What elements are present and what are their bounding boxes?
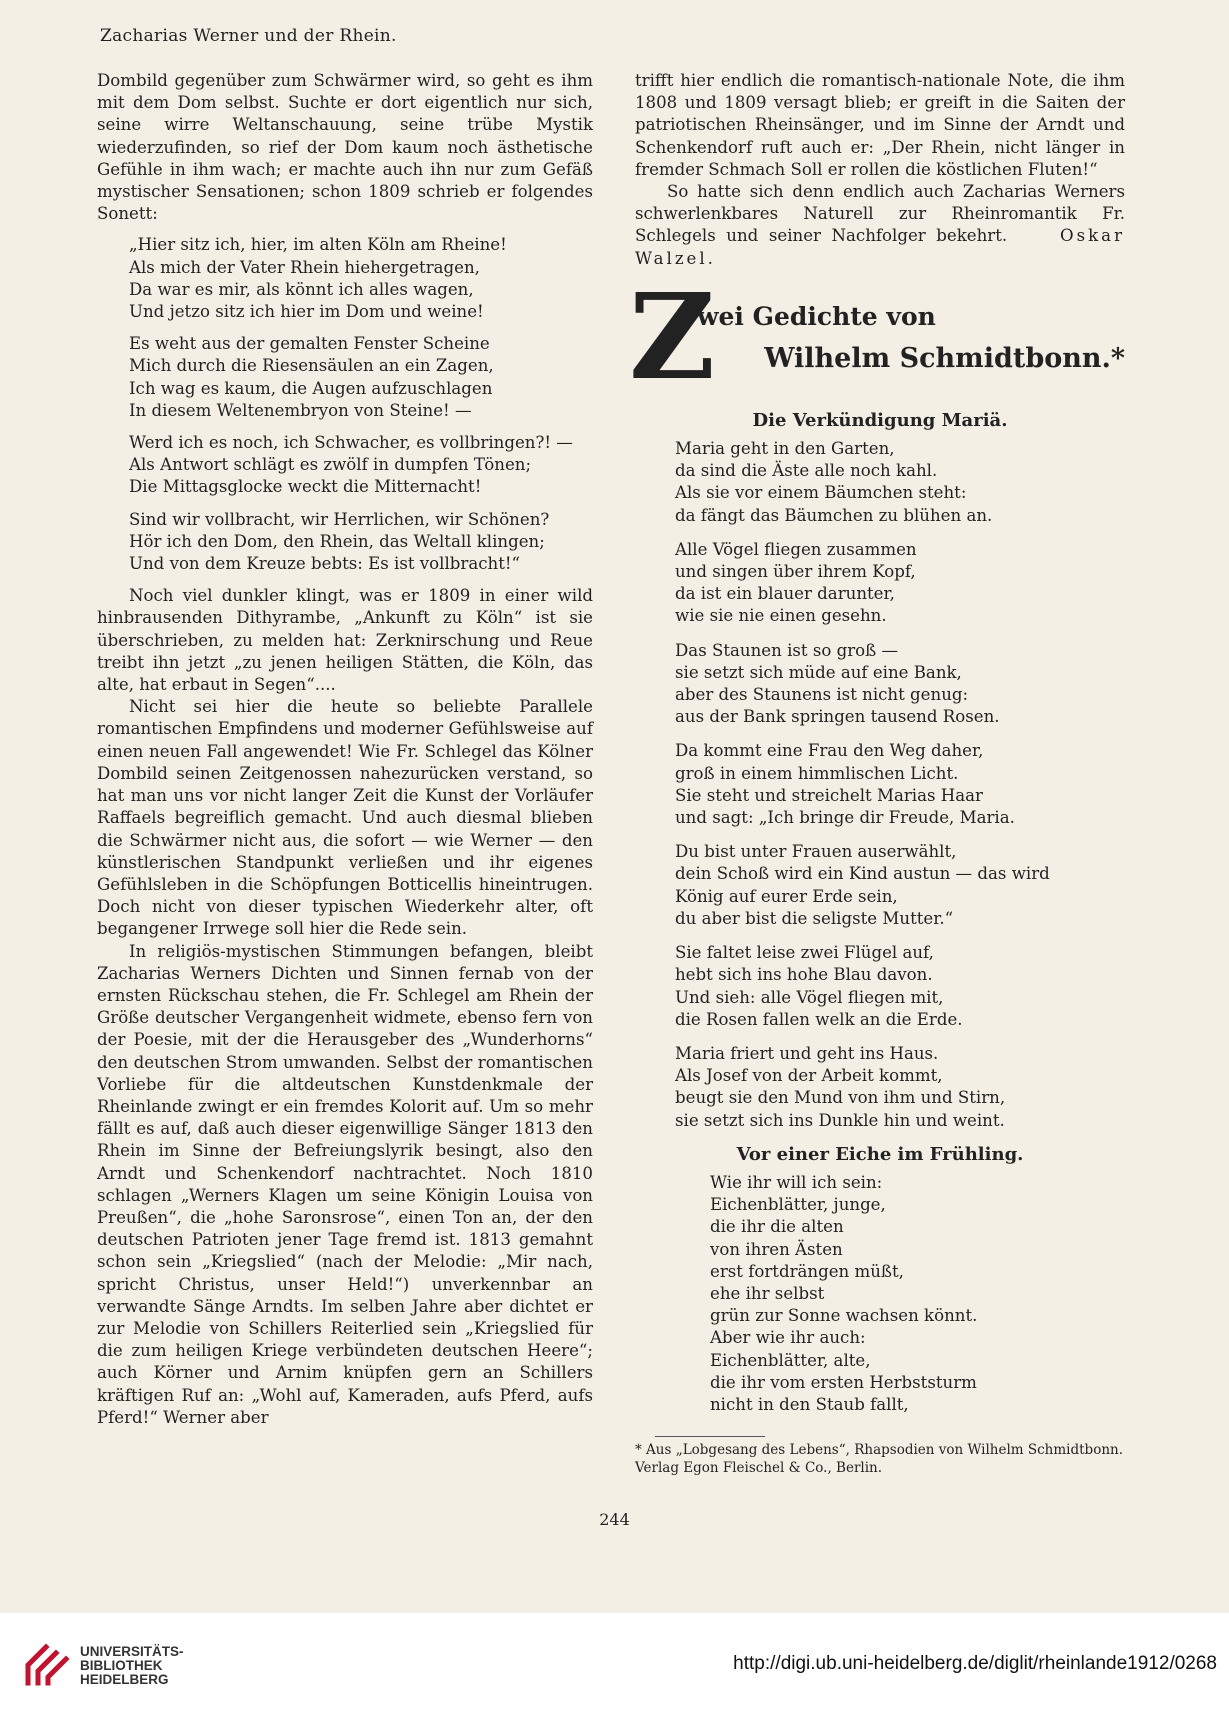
paragraph: In religiös-mystischen Stimmungen befangen, bleibt Zacharias Werners Dichten und Sinnen fernab von der ernsten Rückschau stehen, die Fr. Schlegel am Rhein der Größe deutscher Vergangenheit widmete, ebenso fern von der Poesie, mit der die Herausgeber des „Wunderhorns“ den deutschen Strom umwanden. Selbst der romantischen Vorliebe für die altdeutschen Kunstdenkmale der Rheinlande zwingt er ein fremdes Kolorit auf. Um so mehr fällt es auf, daß auch dieser eigenwillige Sänger 1813 den Rhein im Sinne der Befreiungslyrik besingt, also den Arndt und Schenkendorf nachtrachtet. Noch 1810 schlagen „Werners Klagen um seine Königin Louisa von Preußen“, die „hohe Saronsrose“, einen Ton an, der den deutschen Patrioten jener Tage fremd ist. 1813 gemahnt schon sein „Kriegslied“ (nach der Melodie: „Mir nach, spricht Christus, unser Held!“) unverkennbar an verwandte Sänge Arndts. Im selben Jahre aber dichtet er zur Melodie von Schillers Reiterlied sein „Kriegslied für die zum heiligen Kriege verbündeten deutschen Heere“; auch Körner und Arnim knüpfen gern an Schillers kräftigen Ruf an: „Wohl auf, Kameraden, aufs Pferd, aufs Pferd!“ Werner aber (97, 941, 593, 1427)
verse-line: Als Antwort schlägt es zwölf in dumpfen Tönen; (129, 455, 532, 475)
library-footer (0, 1613, 1229, 1713)
verse-line: Sind wir vollbracht, wir Herrlichen, wir Schönen? (129, 509, 550, 529)
stanza (675, 942, 1125, 1031)
source-url[interactable]: http://digi.ub.uni-heidelberg.de/diglit/rheinlande1912/0268 (733, 1653, 1217, 1674)
verse-line: Da kommt eine Frau den Weg daher, (675, 741, 984, 761)
stanza (675, 539, 1125, 628)
verse-line: Als sie vor einem Bäumchen steht: (675, 483, 967, 503)
stanza (129, 333, 593, 422)
verse-line: und sagt: „Ich bringe dir Freude, Maria. (675, 808, 1015, 828)
footnote (635, 1436, 1125, 1477)
stanza (675, 841, 1125, 930)
verse-line: Die Mittagsglocke weckt die Mitternacht! (129, 477, 482, 497)
library-name-line: BIBLIOTHEK (80, 1658, 163, 1673)
verse-line: da fängt das Bäumchen zu blühen an. (675, 505, 993, 525)
verse-line: Hör ich den Dom, den Rhein, das Weltall klingen; (129, 531, 545, 551)
verse-line: Maria geht in den Garten, (675, 439, 895, 459)
verse-line: du aber bist die seligste Mutter.“ (675, 908, 954, 928)
verse-line: Wie ihr will ich sein: (710, 1172, 883, 1192)
poem (710, 1172, 1125, 1416)
verse-line: dein Schoß wird ein Kind austun — das wird (675, 864, 1050, 884)
library-name-line: UNIVERSITÄTS- (80, 1644, 184, 1659)
verse-line: die ihr vom ersten Herbststurm (710, 1372, 977, 1392)
verse-line: Es weht aus der gemalten Fenster Scheine (129, 334, 490, 354)
verse-line: Da war es mir, als könnt ich alles wagen, (129, 279, 474, 299)
title-line-2: Wilhelm Schmidtbonn.* (764, 342, 1125, 374)
stanza (675, 1043, 1125, 1132)
verse-line: und singen über ihrem Kopf, (675, 562, 916, 582)
footnote-text: * Aus „Lobgesang des Lebens“, Rhapsodien von Wilhelm Schmidtbonn. Verlag Egon Fleischel & Co., Berlin. (635, 1442, 1123, 1476)
article-title (629, 266, 1125, 406)
verse-line: die ihr die alten (710, 1217, 844, 1237)
page-number: 244 (599, 1510, 630, 1529)
verse-line: sie setzt sich ins Dunkle hin und weint. (675, 1110, 1005, 1130)
verse-line: Als mich der Vater Rhein hiehergetragen, (129, 257, 480, 277)
verse-line: nicht in den Staub fallt, (710, 1394, 909, 1414)
right-column (629, 70, 1126, 1416)
library-logo-icon (22, 1637, 72, 1691)
footnote-rule (655, 1436, 765, 1437)
verse-line: aber des Staunens ist nicht genug: (675, 685, 969, 705)
stanza (675, 438, 1125, 527)
verse-line: Ich wag es kaum, die Augen aufzuschlagen (129, 378, 493, 398)
verse-line: Aber wie ihr auch: (710, 1328, 866, 1348)
poem-title: Vor einer Eiche im Frühling. (736, 1143, 1024, 1165)
verse-line: sie setzt sich müde auf eine Bank, (675, 662, 962, 682)
verse-line: grün zur Sonne wachsen könnt. (710, 1306, 978, 1326)
verse-line: Sie steht und streichelt Marias Haar (675, 785, 983, 805)
verse-line: hebt sich ins hohe Blau davon. (675, 965, 933, 985)
verse-line: beugt sie den Mund von ihm und Stirn, (675, 1088, 1006, 1108)
verse-line: Du bist unter Frauen auserwählt, (675, 842, 957, 862)
sonnet (129, 234, 593, 575)
left-column (97, 70, 593, 1429)
running-head: Zacharias Werner und der Rhein. (100, 26, 397, 46)
verse-line: von ihren Ästen (710, 1239, 843, 1259)
verse-line: „Hier sitz ich, hier, im alten Köln am Rheine! (129, 235, 507, 255)
verse-line: Eichenblätter, junge, (710, 1195, 886, 1215)
verse-line: Werd ich es noch, ich Schwacher, es vollbringen?! — (129, 433, 573, 453)
verse-line: wie sie nie einen gesehn. (675, 606, 887, 626)
poem-title: Die Verkündigung Mariä. (752, 409, 1008, 431)
verse-line: Und jetzo sitz ich hier im Dom und weine! (129, 302, 484, 322)
verse-line: die Rosen fallen welk an die Erde. (675, 1009, 963, 1029)
verse-line: Sie faltet leise zwei Flügel auf, (675, 943, 934, 963)
stanza (129, 234, 593, 323)
paragraph-text: So hatte sich denn endlich auch Zacharias Werners schwerlenkbares Naturell zur Rheinromantik Fr. Schlegels und seiner Nachfolger bekehrt. (635, 182, 1125, 246)
verse-line: da sind die Äste alle noch kahl. (675, 461, 938, 481)
verse-line: Maria friert und geht ins Haus. (675, 1043, 939, 1063)
verse-line: Mich durch die Riesensäulen an ein Zagen, (129, 356, 494, 376)
poem (675, 438, 1125, 1132)
verse-line: Alle Vögel fliegen zusammen (675, 539, 917, 559)
verse-line: König auf eurer Erde sein, (675, 886, 898, 906)
verse-line: erst fortdrängen müßt, (710, 1261, 904, 1281)
library-name (80, 1645, 184, 1687)
drop-initial: Z (629, 266, 716, 406)
title-line-1: wei Gedichte von (697, 301, 936, 331)
verse-line: Eichenblätter, alte, (710, 1350, 871, 1370)
stanza (129, 432, 593, 499)
author-signature: Oskar Walzel. (635, 226, 1126, 268)
verse-line: groß in einem himmlischen Licht. (675, 763, 959, 783)
paragraph: Dombild gegenüber zum Schwärmer wird, so geht es ihm mit dem Dom selbst. Suchte er dort eigentlich nur sich, seine wirre Weltanschauung, seine trübe Mystik wiederzufinden, so rief der Dom kaum noch ästhetische Gefühle in ihm wach; er machte auch ihn nur zum Gefäß mystischer Sensationen; schon 1809 schrieb er folgendes Sonett: (97, 71, 593, 224)
verse-line: ehe ihr selbst (710, 1283, 825, 1303)
library-name-line: HEIDELBERG (80, 1672, 169, 1687)
stanza (675, 740, 1125, 829)
verse-line: Das Staunen ist so groß — (675, 640, 899, 660)
verse-line: Und sieh: alle Vögel fliegen mit, (675, 987, 944, 1007)
paragraph: trifft hier endlich die romantisch-nationale Note, die ihm 1808 und 1809 versagt blieb; er greift in die Saiten der patriotischen Rheinsänger, und im Sinne der Arndt und Schenkendorf ruft auch er: „Der Rhein, nicht länger in fremder Schmach Soll er rollen die köstlichen Fluten!“ (635, 71, 1125, 179)
verse-line: Als Josef von der Arbeit kommt, (675, 1066, 943, 1086)
paragraph: Noch viel dunkler klingt, was er 1809 in einer wild hinbrausenden Dithyrambe, „Ankunft zu Köln“ ist sie überschrieben, zu melden hat: Zerknirschung und Reue treibt ihn jetzt „zu jenen heiligen Stätten, die Köln, das alte, hat erbaut in Segen“.... (97, 586, 593, 695)
stanza (675, 640, 1125, 729)
paragraph: Nicht sei hier die heute so beliebte Parallele romantischen Empfindens und moderner Gefühlsweise auf einen neuen Fall angewendet! Wie Fr. Schlegel das Kölner Dombild seinen Zeitgenossen nahezurücken verstand, so hat man uns vor nicht langer Zeit die Kunst der Vorläufer Raffaels begreiflich gemacht. Und auch diesmal blieben die Schwärmer nicht aus, die sofort — wie Werner — den künstlerischen Standpunkt verließen und ihr eigenes Gefühlsleben in die Schöpfungen Botticellis hineintrugen. Doch nicht von dieser typischen Wiederkehr alter, oft begangener Irrwege soll hier die Rede sein. (97, 697, 593, 939)
paragraph (635, 181, 1125, 270)
verse-line: In diesem Weltenembryon von Steine! — (129, 400, 472, 420)
verse-line: Und von dem Kreuze bebts: Es ist vollbracht!“ (129, 554, 521, 574)
verse-line: da ist ein blauer darunter, (675, 584, 895, 604)
verse-line: aus der Bank springen tausend Rosen. (675, 707, 1000, 727)
stanza (129, 509, 593, 576)
